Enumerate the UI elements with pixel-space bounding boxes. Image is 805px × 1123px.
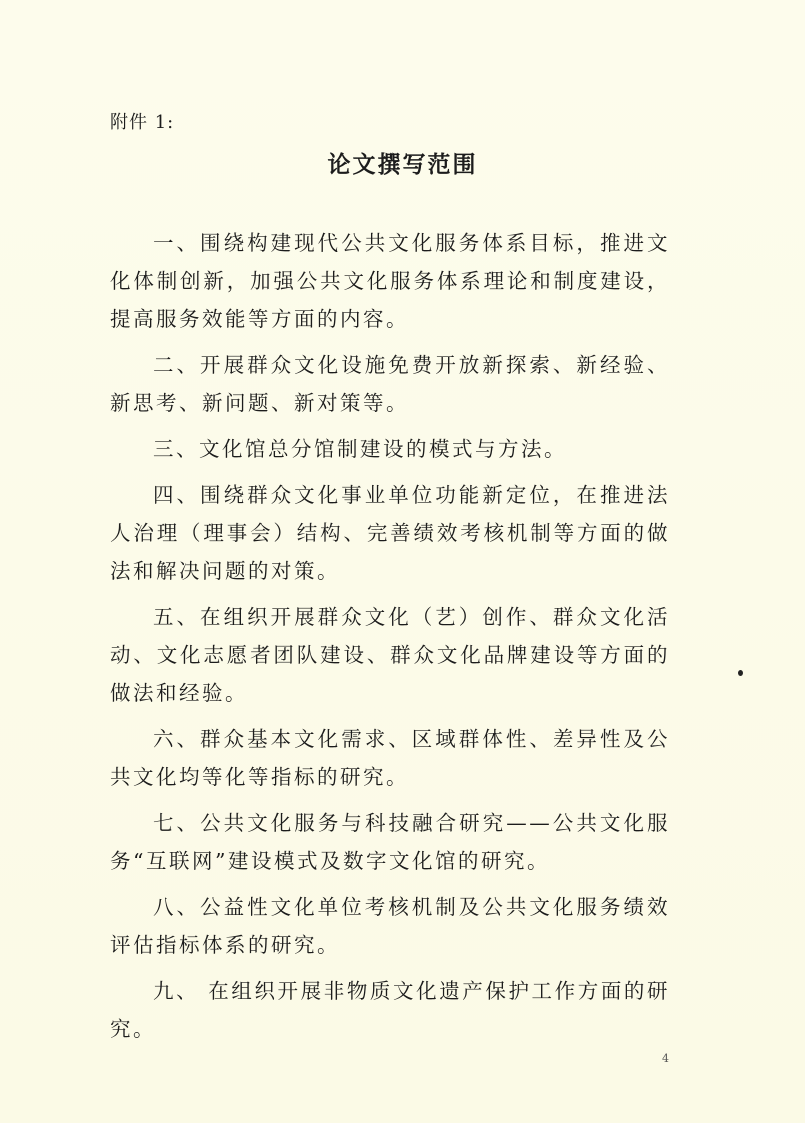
paragraph: 四、围绕群众文化事业单位功能新定位，在推进法人治理（理事会）结构、完善绩效考核机制等方面的做法和解决问题的对策。 — [110, 483, 670, 583]
ink-speck — [738, 670, 743, 676]
paragraph: 八、公益性文化单位考核机制及公共文化服务绩效评估指标体系的研究。 — [110, 895, 670, 957]
attachment-label: 附件 1: — [110, 112, 175, 133]
page-number: 4 — [662, 1052, 669, 1065]
paragraph: 一、围绕构建现代公共文化服务体系目标，推进文化体制创新，加强公共文化服务体系理论和制度建设，提高服务效能等方面的内容。 — [110, 231, 670, 331]
document-body — [110, 224, 670, 1056]
paragraph: 三、文化馆总分馆制建设的模式与方法。 — [153, 437, 567, 461]
document-title: 论文撰写范围 — [327, 151, 478, 178]
paragraph: 六、群众基本文化需求、区域群体性、差异性及公共文化均等化等指标的研究。 — [110, 727, 670, 789]
paragraph: 二、开展群众文化设施免费开放新探索、新经验、新思考、新问题、新对策等。 — [110, 353, 670, 415]
paragraph: 五、在组织开展群众文化（艺）创作、群众文化活动、文化志愿者团队建设、群众文化品牌建设等方面的做法和经验。 — [110, 605, 670, 705]
paragraph: 九、 在组织开展非物质文化遗产保护工作方面的研究。 — [110, 979, 670, 1041]
paragraph: 七、公共文化服务与科技融合研究——公共文化服务“互联网”建设模式及数字文化馆的研究。 — [110, 811, 670, 873]
